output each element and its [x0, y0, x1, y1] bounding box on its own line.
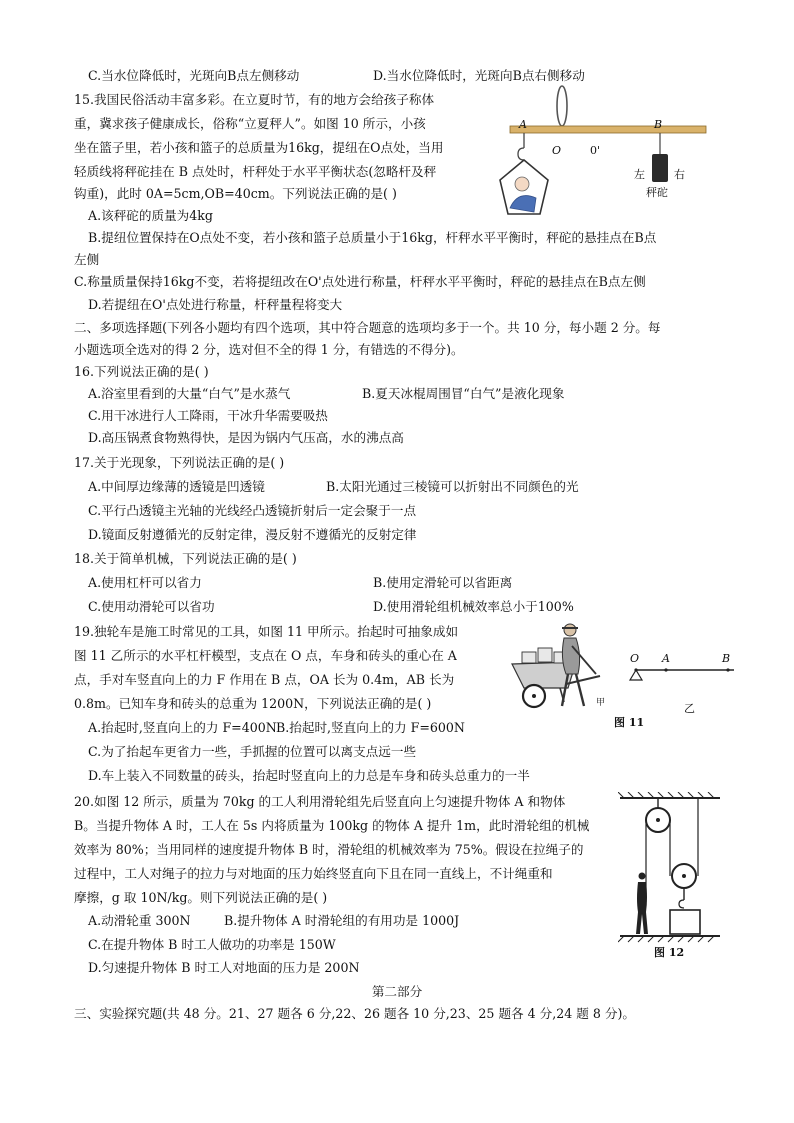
q19-option-a: A.抬起时,竖直向上的力 F=400N [88, 720, 277, 735]
fig11-label-b: B [722, 652, 731, 665]
q18-option-b: B.使用定滑轮可以省距离 [373, 575, 513, 590]
q19-option-b: B.抬起时,竖直向上的力 F=600N [276, 720, 465, 735]
section-3-heading: 三、实验探究题(共 48 分。21、27 题各 6 分,22、26 题各 10 分,23、25 题各 4 分,24 题 8 分)。 [74, 1006, 635, 1021]
part-2-heading: 第二部分 [371, 984, 423, 999]
fig10-label-left: 左 [634, 168, 645, 181]
q16-stem: 16.下列说法正确的是( ) [74, 364, 209, 379]
q18-option-a: A.使用杠杆可以省力 [88, 575, 202, 590]
q17-stem: 17.关于光现象，下列说法正确的是( ) [74, 455, 285, 470]
section-2-heading-line-1: 二、多项选择题(下列各小题均有四个选项，其中符合题意的选项均多于一个。共 10 分，每小题 2 分。每 [74, 320, 661, 335]
q20-option-c: C.在提升物体 B 时工人做功的功率是 150W [88, 937, 336, 952]
q19-option-c: C.为了抬起车更省力一些，手抓握的位置可以离支点远一些 [88, 744, 417, 759]
section-2-heading-line-2: 小题选项全选对的得 2 分，选对但不全的得 1 分，有错选的不得分)。 [74, 342, 464, 357]
q20-stem-line-4: 过程中，工人对绳子的拉力与对地面的压力始终竖直向下且在同一直线上，不计绳重和 [74, 866, 553, 881]
fig10-label-b: B [654, 118, 663, 131]
q15-stem-line-4: 轻质线将秤砣挂在 B 点处时，杆秤处于水平平衡状态(忽略杆及秤 [74, 164, 437, 179]
q19-option-d: D.车上装入不同数量的砖头，抬起时竖直向上的力总是车身和砖头总重力的一半 [88, 768, 530, 783]
q18-option-c: C.使用动滑轮可以省功 [88, 599, 215, 614]
q19-stem-line-2: 图 11 乙所示的水平杠杆模型，支点在 O 点，车身和砖头的重心在 A [74, 648, 457, 663]
q15-stem-line-3: 坐在篮子里，若小孩和篮子的总质量为16kg，提纽在O点处，当用 [74, 140, 444, 155]
q16-option-c: C.用干冰进行人工降雨，干冰升华需要吸热 [88, 408, 328, 423]
q14-option-d: D.当水位降低时，光斑向B点右侧移动 [373, 68, 585, 83]
q20-stem-line-5: 摩擦，g 取 10N/kg。则下列说法正确的是( ) [74, 890, 328, 905]
q15-option-b-line-1: B.提纽位置保持在O点处不变，若小孩和篮子总质量小于16kg，杆秤水平平衡时，秤砣的悬挂点在B点 [88, 230, 657, 245]
q18-option-d: D.使用滑轮组机械效率总小于100% [373, 599, 574, 614]
q16-option-d: D.高压锅煮食物熟得快，是因为锅内气压高，水的沸点高 [88, 430, 404, 445]
q15-stem-line-5: 钩重)，此时 0A=5cm,OB=40cm。下列说法正确的是( ) [74, 186, 397, 201]
q17-option-c: C.平行凸透镜主光轴的光线经凸透镜折射后一定会聚于一点 [88, 503, 417, 518]
q20-stem-line-1: 20.如图 12 所示，质量为 70kg 的工人利用滑轮组先后竖直向上匀速提升物体 A 和物体 [74, 794, 566, 809]
q18-stem: 18.关于简单机械，下列说法正确的是( ) [74, 551, 297, 566]
fig11-label-jia: 甲 [596, 698, 606, 708]
q19-stem-line-1: 19.独轮车是施工时常见的工具，如图 11 甲所示。抬起时可抽象成如 [74, 624, 459, 639]
fig10-label-weight: 秤砣 [646, 186, 668, 199]
fig11-label-o: O [630, 652, 640, 665]
q17-option-a: A.中间厚边缘薄的透镜是凹透镜 [88, 479, 265, 494]
q15-option-d: D.若提纽在O'点处进行称量，杆秤量程将变大 [88, 297, 343, 312]
q15-option-b-line-2: 左侧 [74, 252, 100, 267]
q19-stem-line-4: 0.8m。已知车身和砖头的总重为 1200N，下列说法正确的是( ) [74, 696, 432, 711]
q17-option-b: B.太阳光通过三棱镜可以折射出不同颜色的光 [326, 479, 579, 494]
fig10-label-o-prime: 0' [590, 144, 601, 157]
q20-option-d: D.匀速提升物体 B 时工人对地面的压力是 200N [88, 960, 360, 975]
figure-12-pulley-system [618, 792, 722, 960]
fig12-caption: 图 12 [654, 946, 685, 959]
q16-option-a: A.浴室里看到的大量“白气”是水蒸气 [88, 386, 291, 401]
q17-option-d: D.镜面反射遵循光的反射定律，漫反射不遵循光的反射定律 [88, 527, 417, 542]
q20-option-a: A.动滑轮重 300N [88, 913, 191, 928]
q15-stem-line-1: 15.我国民俗活动丰富多彩。在立夏时节，有的地方会给孩子称体 [74, 92, 435, 107]
figure-11 [506, 622, 746, 732]
fig11-caption: 图 11 [614, 716, 645, 729]
q15-option-a: A.该秤砣的质量为4kg [88, 208, 213, 223]
q14-option-c: C.当水位降低时，光斑向B点左侧移动 [88, 68, 300, 83]
fig11-label-yi: 乙 [684, 702, 695, 715]
q15-stem-line-2: 重，冀求孩子健康成长，俗称“立夏秤人”。如图 10 所示，小孩 [74, 116, 426, 131]
q19-stem-line-3: 点，手对车竖直向上的力 F 作用在 B 点，OA 长为 0.4m，AB 长为 [74, 672, 455, 687]
q16-option-b: B.夏天冰棍周围冒“白气”是液化现象 [362, 386, 565, 401]
fig10-label-o: O [552, 144, 562, 157]
q20-stem-line-2: B。当提升物体 A 时，工人在 5s 内将质量为 100kg 的物体 A 提升 1m，此时滑轮组的机械 [74, 818, 590, 833]
fig10-label-a: A [519, 118, 527, 131]
q20-stem-line-3: 效率为 80%；当用同样的速度提升物体 B 时，滑轮组的机械效率为 75%。假设在拉绳子的 [74, 842, 584, 857]
q15-option-c: C.称量质量保持16kg不变，若将提纽改在O'点处进行称量，杆秤水平平衡时，秤砣的悬挂点在B点左侧 [74, 274, 646, 289]
figure-10-steelyard [496, 84, 714, 224]
q20-option-b: B.提升物体 A 时滑轮组的有用功是 1000J [224, 913, 460, 928]
fig11-label-a: A [662, 652, 670, 665]
fig10-label-right: 右 [674, 168, 685, 181]
